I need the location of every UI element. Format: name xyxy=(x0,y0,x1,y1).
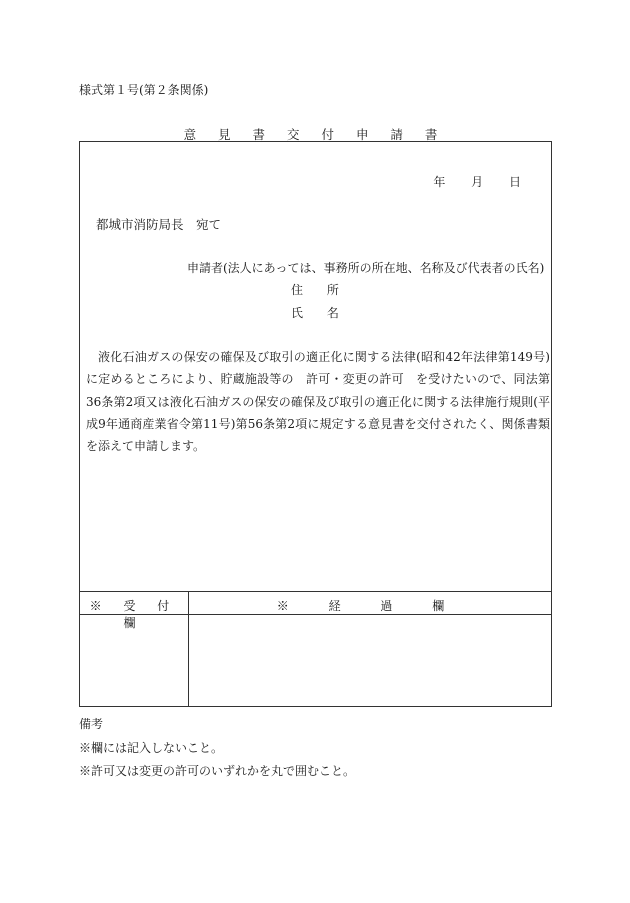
application-form-frame xyxy=(79,141,552,707)
note-item: ※許可又は変更の許可のいずれかを丸で囲むこと。 xyxy=(79,764,356,778)
note-item: ※欄には記入しないこと。 xyxy=(79,741,224,755)
address-label: 住 所 xyxy=(291,283,349,297)
table-divider-top xyxy=(80,591,551,592)
notes-title: 備考 xyxy=(79,717,104,731)
reception-column-header: ※ 受 付 欄 xyxy=(89,599,179,630)
date-field: 年 月 日 xyxy=(433,175,521,189)
applicant-label: 申請者(法人にあっては、事務所の所在地、名称及び代表者の氏名) xyxy=(187,261,545,275)
document-title: 意 見 書 交 付 申 請 書 xyxy=(183,127,447,142)
progress-column-header: ※ 経 過 欄 xyxy=(276,599,463,613)
application-body-text: 液化石油ガスの保安の確保及び取引の適正化に関する法律(昭和42年法律第149号)に定めるところにより、貯蔵施設等の 許可・変更の許可 を受けたいので、同法第36条第2項又は液化石油ガスの保安の確保及び取引の適正化に関する法律施行規則(平成9年通商産業省令第11号)第56条第2項に規定する意見書を交付されたく、関係書類を添えて申請します。 xyxy=(86,350,550,454)
name-label: 氏 名 xyxy=(291,306,349,320)
form-number: 様式第１号(第２条関係) xyxy=(79,83,209,97)
addressee: 都城市消防局長 宛て xyxy=(96,217,222,232)
